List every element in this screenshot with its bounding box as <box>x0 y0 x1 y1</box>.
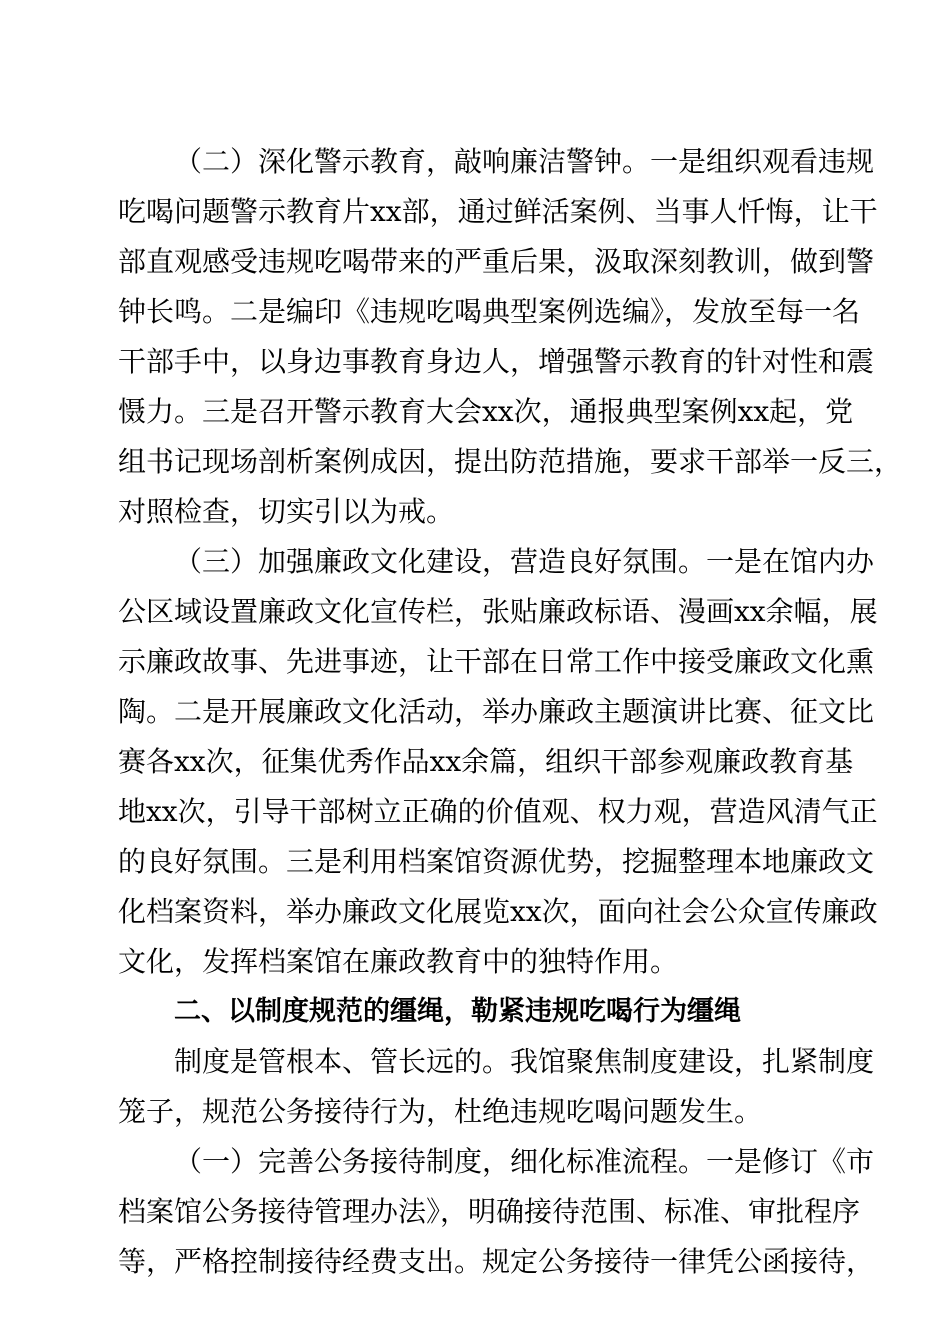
paragraph-3-line-2: 笼子，规范公务接待行为，杜绝违规吃喝问题发生。 <box>118 1095 763 1128</box>
section-heading: 二、以制度规范的缰绳，勒紧违规吃喝行为缰绳 <box>174 996 741 1027</box>
paragraph-2-line-8: 化档案资料，举办廉政文化展览xx次，面向社会公众宣传廉政 <box>118 895 878 928</box>
paragraph-1-line-6: 慑力。三是召开警示教育大会xx次，通报典型案例xx起，党 <box>118 395 854 428</box>
paragraph-4-line-1: （一）完善公务接待制度，细化标准流程。一是修订《市 <box>174 1145 875 1178</box>
paragraph-2-line-3: 示廉政故事、先进事迹，让干部在日常工作中接受廉政文化熏 <box>118 645 875 678</box>
paragraph-2-line-4: 陶。二是开展廉政文化活动，举办廉政主题演讲比赛、征文比 <box>118 695 875 728</box>
paragraph-3-line-1: 制度是管根本、管长远的。我馆聚焦制度建设，扎紧制度 <box>174 1045 875 1078</box>
paragraph-1-line-5: 干部手中，以身边事教育身边人，增强警示教育的针对性和震 <box>118 345 875 378</box>
paragraph-2-line-7: 的良好氛围。三是利用档案馆资源优势，挖掘整理本地廉政文 <box>118 845 875 878</box>
paragraph-1-line-7: 组书记现场剖析案例成因，提出防范措施，要求干部举一反三， <box>118 445 903 478</box>
paragraph-1-line-8: 对照检查，切实引以为戒。 <box>118 495 455 528</box>
paragraph-1-line-1: （二）深化警示教育，敲响廉洁警钟。一是组织观看违规 <box>174 145 875 178</box>
paragraph-1-line-4: 钟长鸣。二是编印《违规吃喝典型案例选编》，发放至每一名 <box>118 295 861 328</box>
paragraph-2-line-5: 赛各xx次，征集优秀作品xx余篇，组织干部参观廉政教育基 <box>118 745 854 778</box>
paragraph-4-line-2: 档案馆公务接待管理办法》，明确接待范围、标准、审批程序 <box>118 1195 861 1228</box>
paragraph-2-line-2: 公区域设置廉政文化宣传栏，张贴廉政标语、漫画xx余幅，展 <box>118 595 878 628</box>
paragraph-4-line-3: 等，严格控制接待经费支出。规定公务接待一律凭公函接待， <box>118 1245 875 1278</box>
paragraph-2-line-6: 地xx次，引导干部树立正确的价值观、权力观，营造风清气正 <box>118 795 878 828</box>
paragraph-2-line-1: （三）加强廉政文化建设，营造良好氛围。一是在馆内办 <box>174 545 875 578</box>
paragraph-1-line-2: 吃喝问题警示教育片xx部，通过鲜活案例、当事人忏悔，让干 <box>118 195 878 228</box>
paragraph-1-line-3: 部直观感受违规吃喝带来的严重后果，汲取深刻教训，做到警 <box>118 245 875 278</box>
paragraph-2-line-9: 文化，发挥档案馆在廉政教育中的独特作用。 <box>118 945 679 978</box>
